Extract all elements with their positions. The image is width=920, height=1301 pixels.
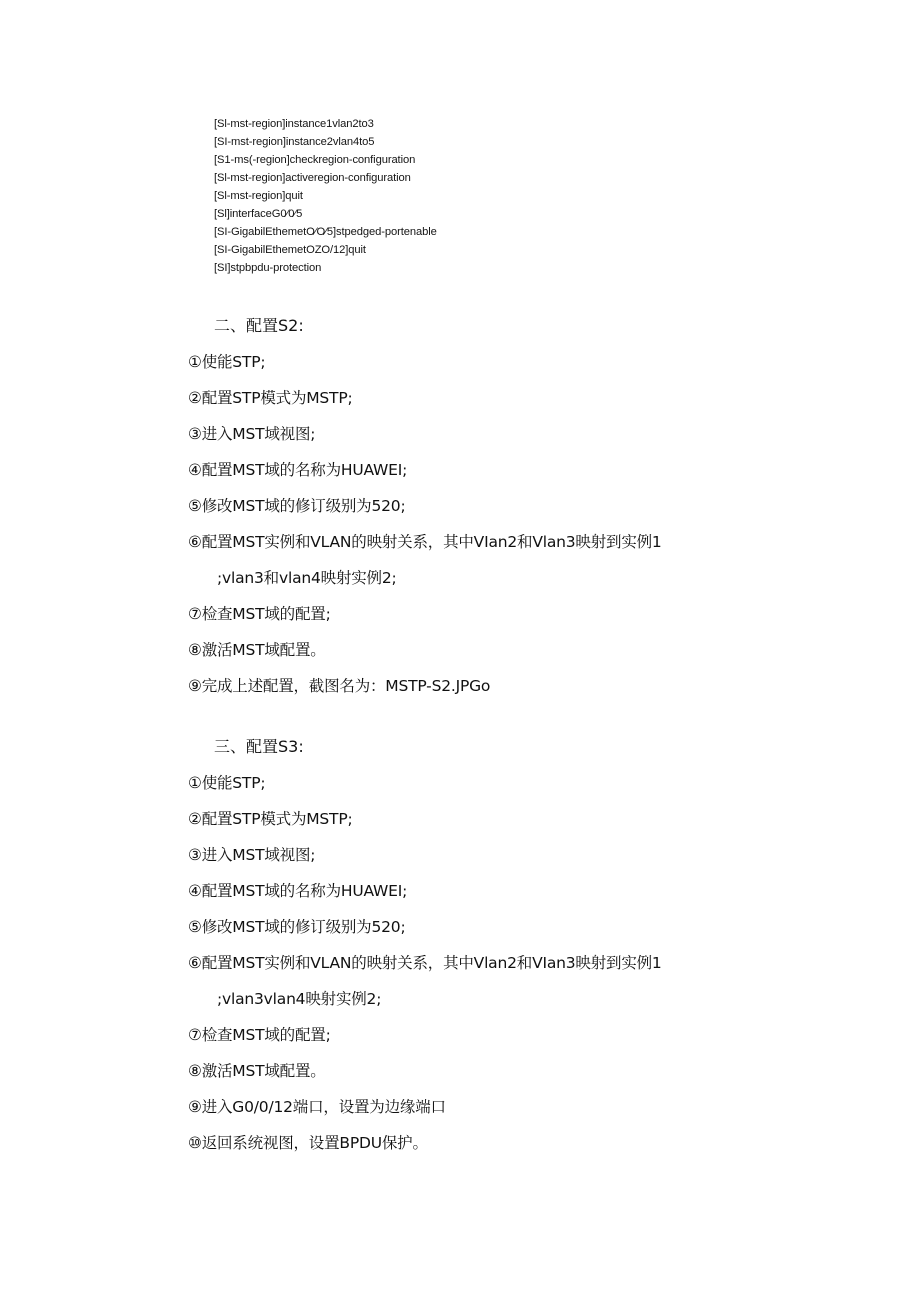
step-item: ⑥配置MST实例和VLAN的映射关系，其中VIan2和Vlan3映射到实例1: [188, 533, 662, 551]
step-item: ⑤修改MST域的修订级别为520;: [188, 497, 406, 515]
step-item: ⑧激活MST域配置。: [188, 641, 326, 659]
step-item: ②配置STP模式为MSTP;: [188, 389, 353, 407]
command-line: [SI-mst-region]instance2vlan4to5: [214, 136, 375, 148]
step-item: ③进入MST域视图;: [188, 425, 316, 443]
step-item: ⑦检查MST域的配置;: [188, 605, 331, 623]
command-line: [Sl-mst-region]quit: [214, 190, 303, 202]
command-listing: [214, 115, 734, 277]
step-item: ⑩返回系统视图，设置BPDU保护。: [188, 1134, 428, 1152]
step-item: ①使能STP;: [188, 353, 266, 371]
step-item: ①使能STP;: [188, 774, 266, 792]
step-item: ⑦检查MST域的配置;: [188, 1026, 331, 1044]
step-item: ②配置STP模式为MSTP;: [188, 810, 353, 828]
command-line: [Sl]interfaceG0⁄0⁄5: [214, 208, 303, 220]
step-item: ⑨进入G0/0/12端口，设置为边缘端口: [188, 1098, 446, 1116]
section-configure-s2: [188, 308, 808, 704]
step-item: ③进入MST域视图;: [188, 846, 316, 864]
command-line: [SI-GigabilEthemetO⁄O⁄5]stpedged-portenable: [214, 226, 437, 238]
command-line: [Sl-mst-region]instance1vlan2to3: [214, 118, 374, 130]
step-item: ④配置MST域的名称为HUAWEI;: [188, 882, 408, 900]
command-line: [SI]stpbpdu-protection: [214, 262, 322, 274]
command-line: [SI-GigabilEthemetOZO/12]quit: [214, 244, 366, 256]
section-heading: 三、配置S3:: [214, 737, 304, 756]
step-item: ⑥配置MST实例和VLAN的映射关系，其中Vlan2和VIan3映射到实例1: [188, 954, 662, 972]
step-item-continuation: ;vlan3和vlan4映射实例2;: [217, 569, 397, 587]
step-item: ⑧激活MST域配置。: [188, 1062, 326, 1080]
step-item: ⑨完成上述配置，截图名为：MSTP-S2.JPGo: [188, 677, 491, 695]
section-heading: 二、配置S2:: [214, 316, 304, 335]
command-line: [S1-ms(-region]checkregion-configuration: [214, 154, 416, 166]
section-configure-s3: [188, 729, 808, 1161]
step-item: ④配置MST域的名称为HUAWEI;: [188, 461, 408, 479]
step-item: ⑤修改MST域的修订级别为520;: [188, 918, 406, 936]
step-item-continuation: ;vlan3vlan4映射实例2;: [217, 990, 382, 1008]
command-line: [Sl-mst-region]activeregion-configuration: [214, 172, 411, 184]
